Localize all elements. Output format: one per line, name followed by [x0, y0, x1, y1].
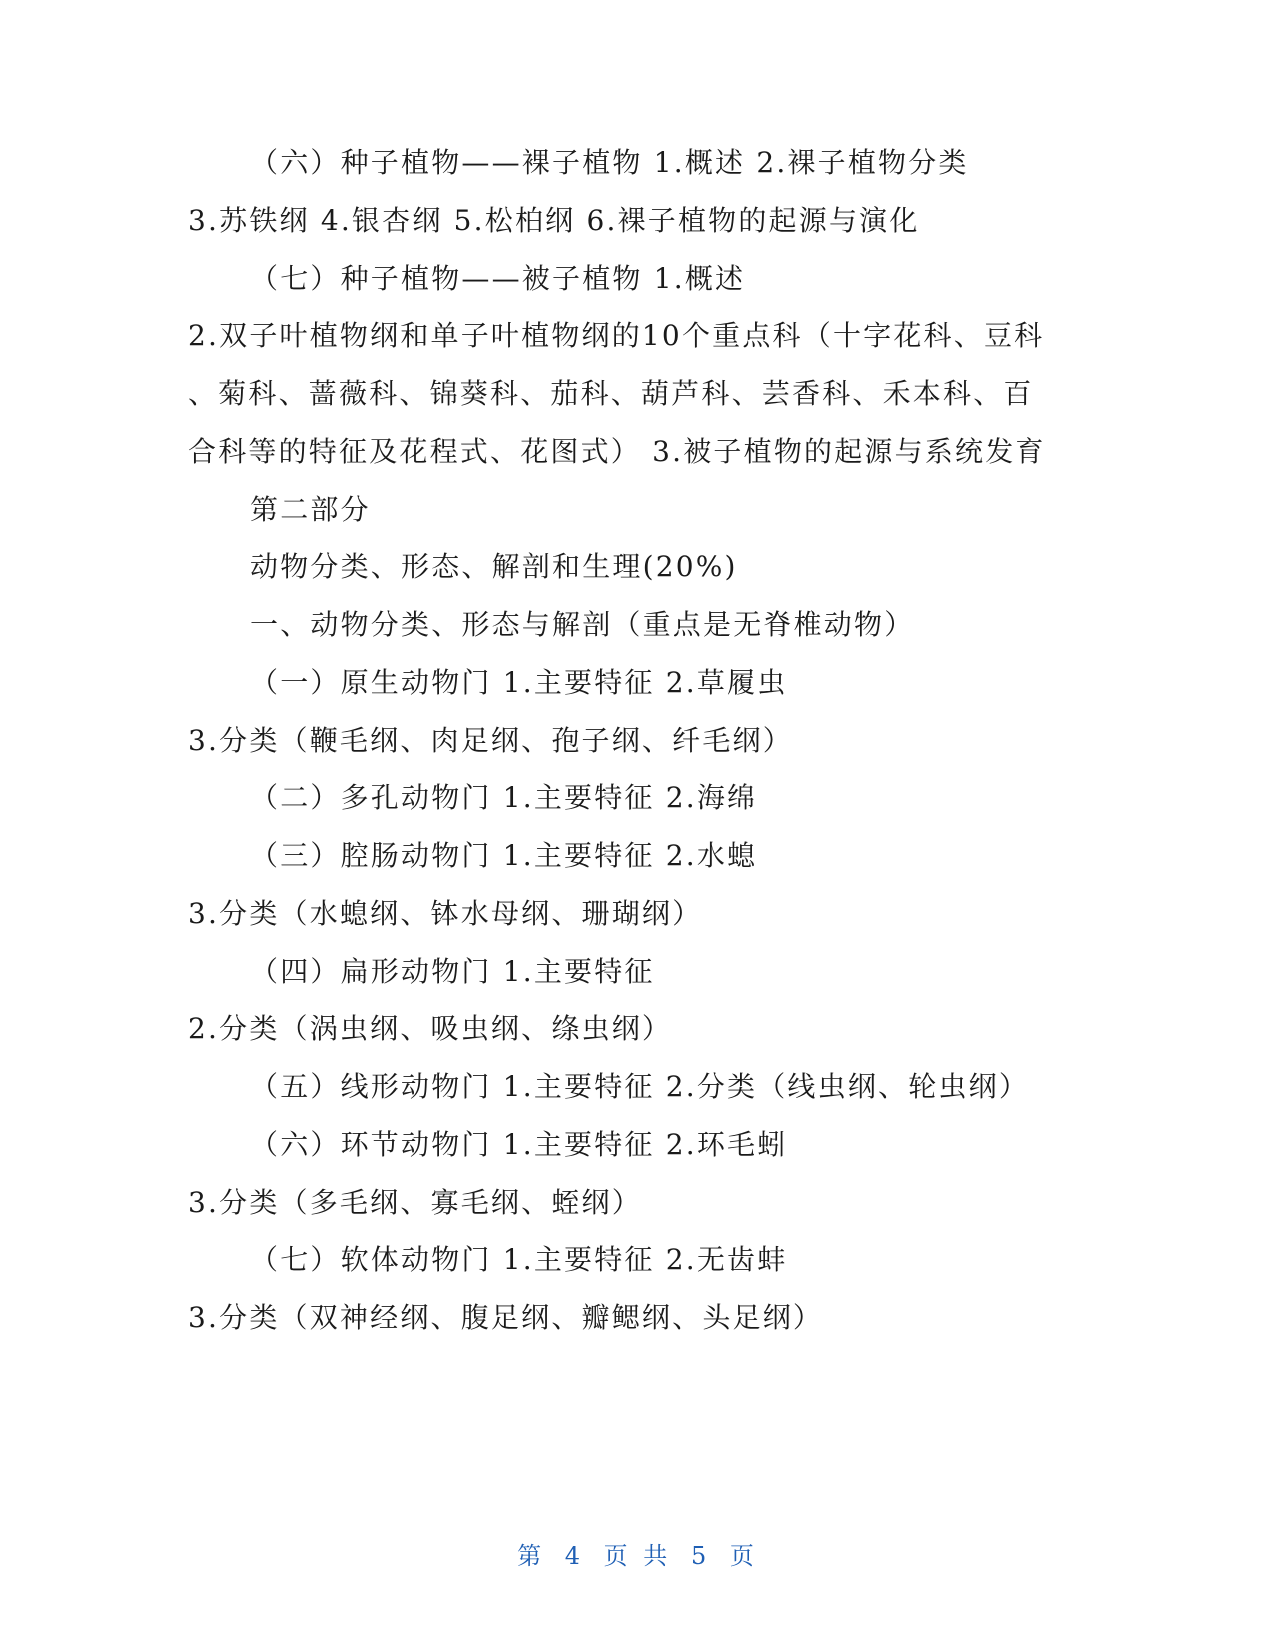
text-line: （四）扁形动物门 1.主要特征 — [250, 955, 655, 988]
section-subheading: 动物分类、形态、解剖和生理(20%) — [250, 550, 738, 583]
text-line: 合科等的特征及花程式、花图式） 3.被子植物的起源与系统发育 — [188, 435, 1046, 468]
text-line: （六）环节动物门 1.主要特征 2.环毛蚓 — [250, 1128, 788, 1161]
text-line: 3.分类（多毛纲、寡毛纲、蛭纲） — [188, 1186, 642, 1219]
text-line: 2.分类（涡虫纲、吸虫纲、绦虫纲） — [188, 1012, 673, 1045]
text-line: （六）种子植物——裸子植物 1.概述 2.裸子植物分类 — [250, 146, 969, 179]
text-line: （七）软体动物门 1.主要特征 2.无齿蚌 — [250, 1243, 788, 1276]
text-line: 3.苏铁纲 4.银杏纲 5.松柏纲 6.裸子植物的起源与演化 — [188, 204, 920, 237]
text-line: 3.分类（水螅纲、钵水母纲、珊瑚纲） — [188, 897, 703, 930]
footer-total-pages: 5 — [690, 1542, 711, 1570]
footer-suffix: 页 — [729, 1542, 758, 1570]
text-line: 3.分类（鞭毛纲、肉足纲、孢子纲、纤毛纲） — [188, 724, 793, 757]
text-line: （七）种子植物——被子植物 1.概述 — [250, 262, 746, 295]
footer-middle: 页 共 — [603, 1542, 672, 1570]
text-line: （一）原生动物门 1.主要特征 2.草履虫 — [250, 666, 788, 699]
footer-current-page: 4 — [564, 1542, 585, 1570]
text-line: （三）腔肠动物门 1.主要特征 2.水螅 — [250, 839, 758, 872]
text-line: （二）多孔动物门 1.主要特征 2.海绵 — [250, 781, 758, 814]
footer-prefix: 第 — [517, 1542, 546, 1570]
text-line: （五）线形动物门 1.主要特征 2.分类（线虫纲、轮虫纲） — [250, 1070, 1030, 1103]
text-line: 一、动物分类、形态与解剖（重点是无脊椎动物） — [250, 608, 915, 641]
text-line: 3.分类（双神经纲、腹足纲、瓣鳃纲、头足纲） — [188, 1301, 824, 1334]
section-heading: 第二部分 — [250, 493, 371, 526]
text-line: 2.双子叶植物纲和单子叶植物纲的10个重点科（十字花科、豆科 — [188, 319, 1045, 352]
page-footer — [0, 1540, 1275, 1572]
text-line: 、菊科、蔷薇科、锦葵科、茄科、葫芦科、芸香科、禾本科、百 — [188, 377, 1034, 410]
